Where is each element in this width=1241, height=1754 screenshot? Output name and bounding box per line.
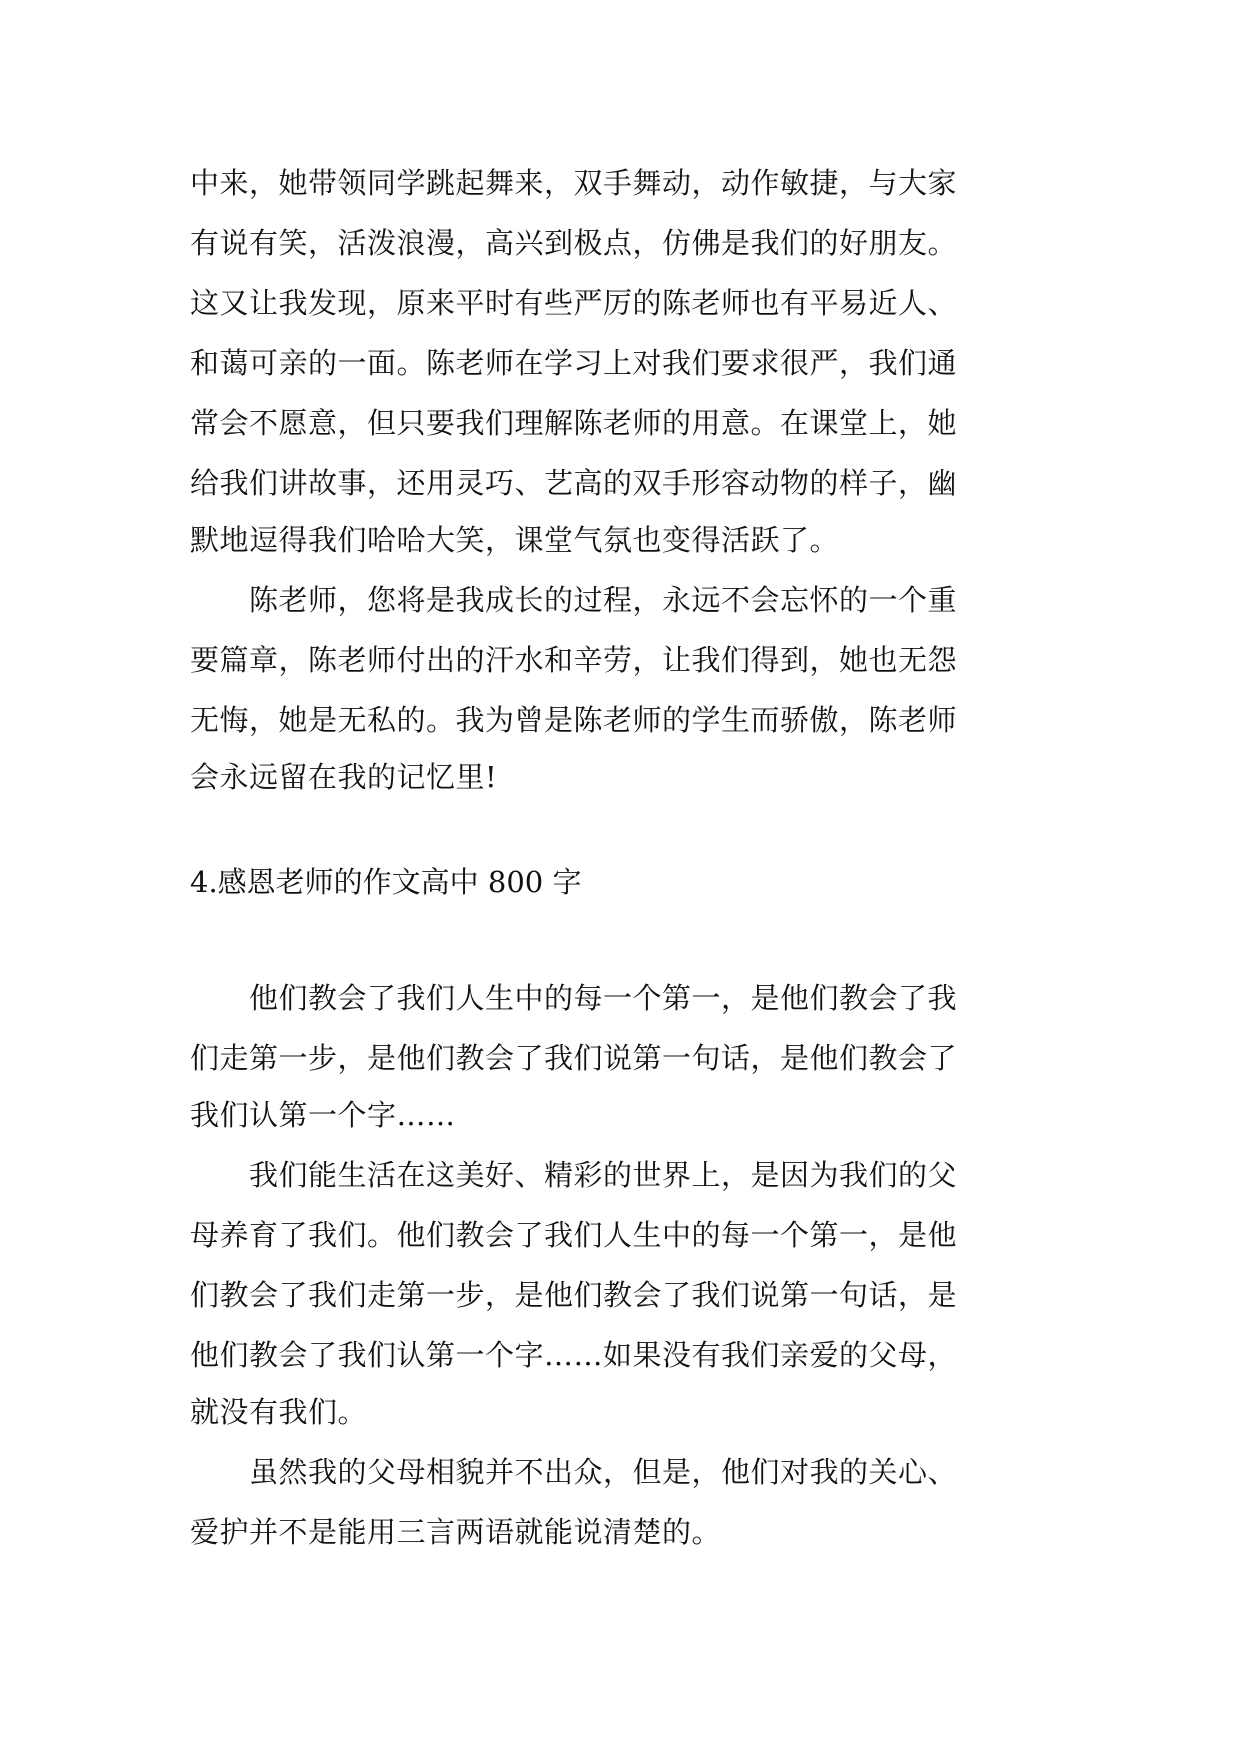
text-line: 我们认第一个字……: [190, 1098, 456, 1132]
text-line: 陈老师，您将是我成长的过程，永远不会忘怀的一个重: [190, 583, 958, 617]
text-line: 就没有我们。: [190, 1395, 368, 1429]
text-line: 们教会了我们走第一步，是他们教会了我们说第一句话，是: [190, 1278, 958, 1312]
text-line: 和蔼可亲的一面。陈老师在学习上对我们要求很严，我们通: [190, 346, 958, 380]
text-line: 给我们讲故事，还用灵巧、艺高的双手形容动物的样子，幽: [190, 466, 958, 500]
text-line: 这又让我发现，原来平时有些严厉的陈老师也有平易近人、: [190, 286, 958, 320]
text-line: 虽然我的父母相貌并不出众，但是，他们对我的关心、: [190, 1455, 958, 1489]
text-line: 会永远留在我的记忆里!: [190, 760, 498, 794]
section-heading: 4.感恩老师的作文高中 800 字: [190, 865, 582, 899]
text-line: 们走第一步，是他们教会了我们说第一句话，是他们教会了: [190, 1041, 958, 1075]
text-line: 爱护并不是能用三言两语就能说清楚的。: [190, 1515, 722, 1549]
text-line: 中来，她带领同学跳起舞来，双手舞动，动作敏捷，与大家: [190, 166, 958, 200]
text-line: 我们能生活在这美好、精彩的世界上，是因为我们的父: [190, 1158, 958, 1192]
text-line: 母养育了我们。他们教会了我们人生中的每一个第一，是他: [190, 1218, 958, 1252]
text-line: 要篇章，陈老师付出的汗水和辛劳，让我们得到，她也无怨: [190, 643, 958, 677]
text-line: 有说有笑，活泼浪漫，高兴到极点，仿佛是我们的好朋友。: [190, 226, 958, 260]
text-line: 无悔，她是无私的。我为曾是陈老师的学生而骄傲，陈老师: [190, 703, 958, 737]
text-line: 常会不愿意，但只要我们理解陈老师的用意。在课堂上，她: [190, 406, 958, 440]
text-line: 默地逗得我们哈哈大笑，课堂气氛也变得活跃了。: [190, 523, 840, 557]
text-line: 他们教会了我们认第一个字……如果没有我们亲爱的父母，: [190, 1338, 958, 1372]
text-line: 他们教会了我们人生中的每一个第一，是他们教会了我: [190, 981, 958, 1015]
